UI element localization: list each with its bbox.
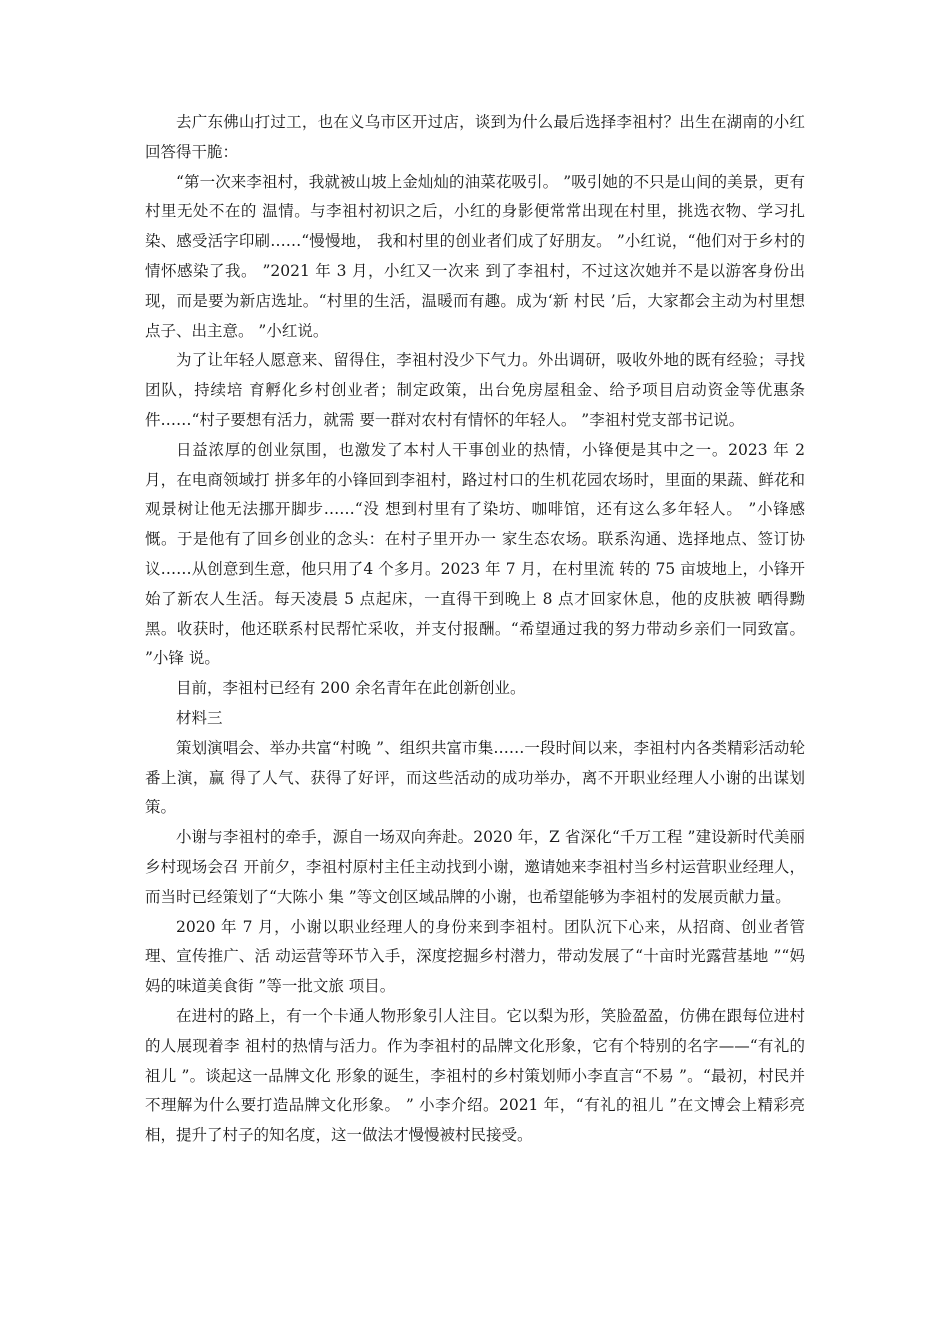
paragraph: 日益浓厚的创业氛围，也激发了本村人干事创业的热情，小锋便是其中之一。2023 年 2 月，在电商领域打 拼多年的小锋回到李祖村，路过村口的生机花园农场时，里面的果蔬、鲜花和观景树让他无法挪开脚步……“没 想到村里有了染坊、咖啡馆，还有这么多年轻人。 ”小锋感慨。于是他有了回乡创业的念头：在村子里开办一 家生态农场。联系沟通、选择地点、签订协议……从创意到生意，他只用了4 个多月。2023 年 7 月，在村里流 转的 75 亩坡地上，小锋开始了新农人生活。每天凌晨 5 点起床，一直得干到晚上 8 点才回家休息，他的皮肤被 晒得黝黑。收获时，他还联系村民帮忙采收，并支付报酬。“希望通过我的努力带动乡亲们一同致富。 ”小锋 说。: [145, 440, 805, 668]
paragraph: 在进村的路上，有一个卡通人物形象引人注目。它以梨为形，笑脸盈盈，仿佛在跟每位进村的人展现着李 祖村的热情与活力。作为李祖村的品牌文化形象，它有个特别的名字——“有礼的祖儿 ”。谈起这一品牌文化 形象的诞生，李祖村的乡村策划师小李直言“不易 ”。“最初，村民并不理解为什么要打造品牌文化形象。 ” 小李介绍。2021 年，“有礼的祖儿 ”在文博会上精彩亮相，提升了村子的知名度，这一做法才慢慢被村民接受。: [145, 1006, 805, 1145]
section-heading: 材料三: [176, 708, 223, 727]
paragraph: 策划演唱会、举办共富“村晚 ”、组织共富市集……一段时间以来，李祖村内各类精彩活动轮番上演，赢 得了人气、获得了好评，而这些活动的成功举办，离不开职业经理人小谢的出谋划策。: [145, 738, 805, 817]
paragraph: 去广东佛山打过工，也在义乌市区开过店，谈到为什么最后选择李祖村？出生在湖南的小红回答得干脆：: [145, 113, 805, 161]
paragraph: “第一次来李祖村，我就被山坡上金灿灿的油菜花吸引。 ”吸引她的不只是山间的美景，更有村里无处不在的 温情。与李祖村初识之后，小红的身影便常常出现在村里，挑选衣物、学习扎染、感受活字印刷……“慢慢地， 我和村里的创业者们成了好朋友。 ”小红说，“他们对于乡村的情怀感染了我。 ”2021 年 3 月，小红又一次来 到了李祖村，不过这次她并不是以游客身份出现，而是要为新店选址。“村里的生活，温暖而有趣。成为‘新 村民 ’后，大家都会主动为村里想点子、出主意。 ”小红说。: [145, 172, 805, 340]
paragraph: 目前，李祖村已经有 200 余名青年在此创新创业。: [176, 679, 526, 698]
paragraph: 2020 年 7 月，小谢以职业经理人的身份来到李祖村。团队沉下心来，从招商、创业者管理、宣传推广、活 动运营等环节入手，深度挖掘乡村潜力，带动发展了“十亩时光露营基地 ”“妈妈的味道美食街 ”等一批文旅 项目。: [145, 917, 805, 996]
paragraph: 小谢与李祖村的牵手，源自一场双向奔赴。2020 年，Z 省深化“千万工程 ”建设新时代美丽乡村现场会召 开前夕，李祖村原村主任主动找到小谢，邀请她来李祖村当乡村运营职业经理人，而当时已经策划了“大陈小 集 ”等文创区域品牌的小谢，也希望能够为李祖村的发展贡献力量。: [145, 828, 805, 906]
paragraph: 为了让年轻人愿意来、留得住，李祖村没少下气力。外出调研，吸收外地的既有经验；寻找团队，持续培 育孵化乡村创业者；制定政策，出台免房屋租金、给予项目启动资金等优惠条件……“村子要想有活力，就需 要一群对农村有情怀的年轻人。 ”李祖村党支部书记说。: [145, 351, 805, 429]
article-body: [145, 108, 805, 1151]
